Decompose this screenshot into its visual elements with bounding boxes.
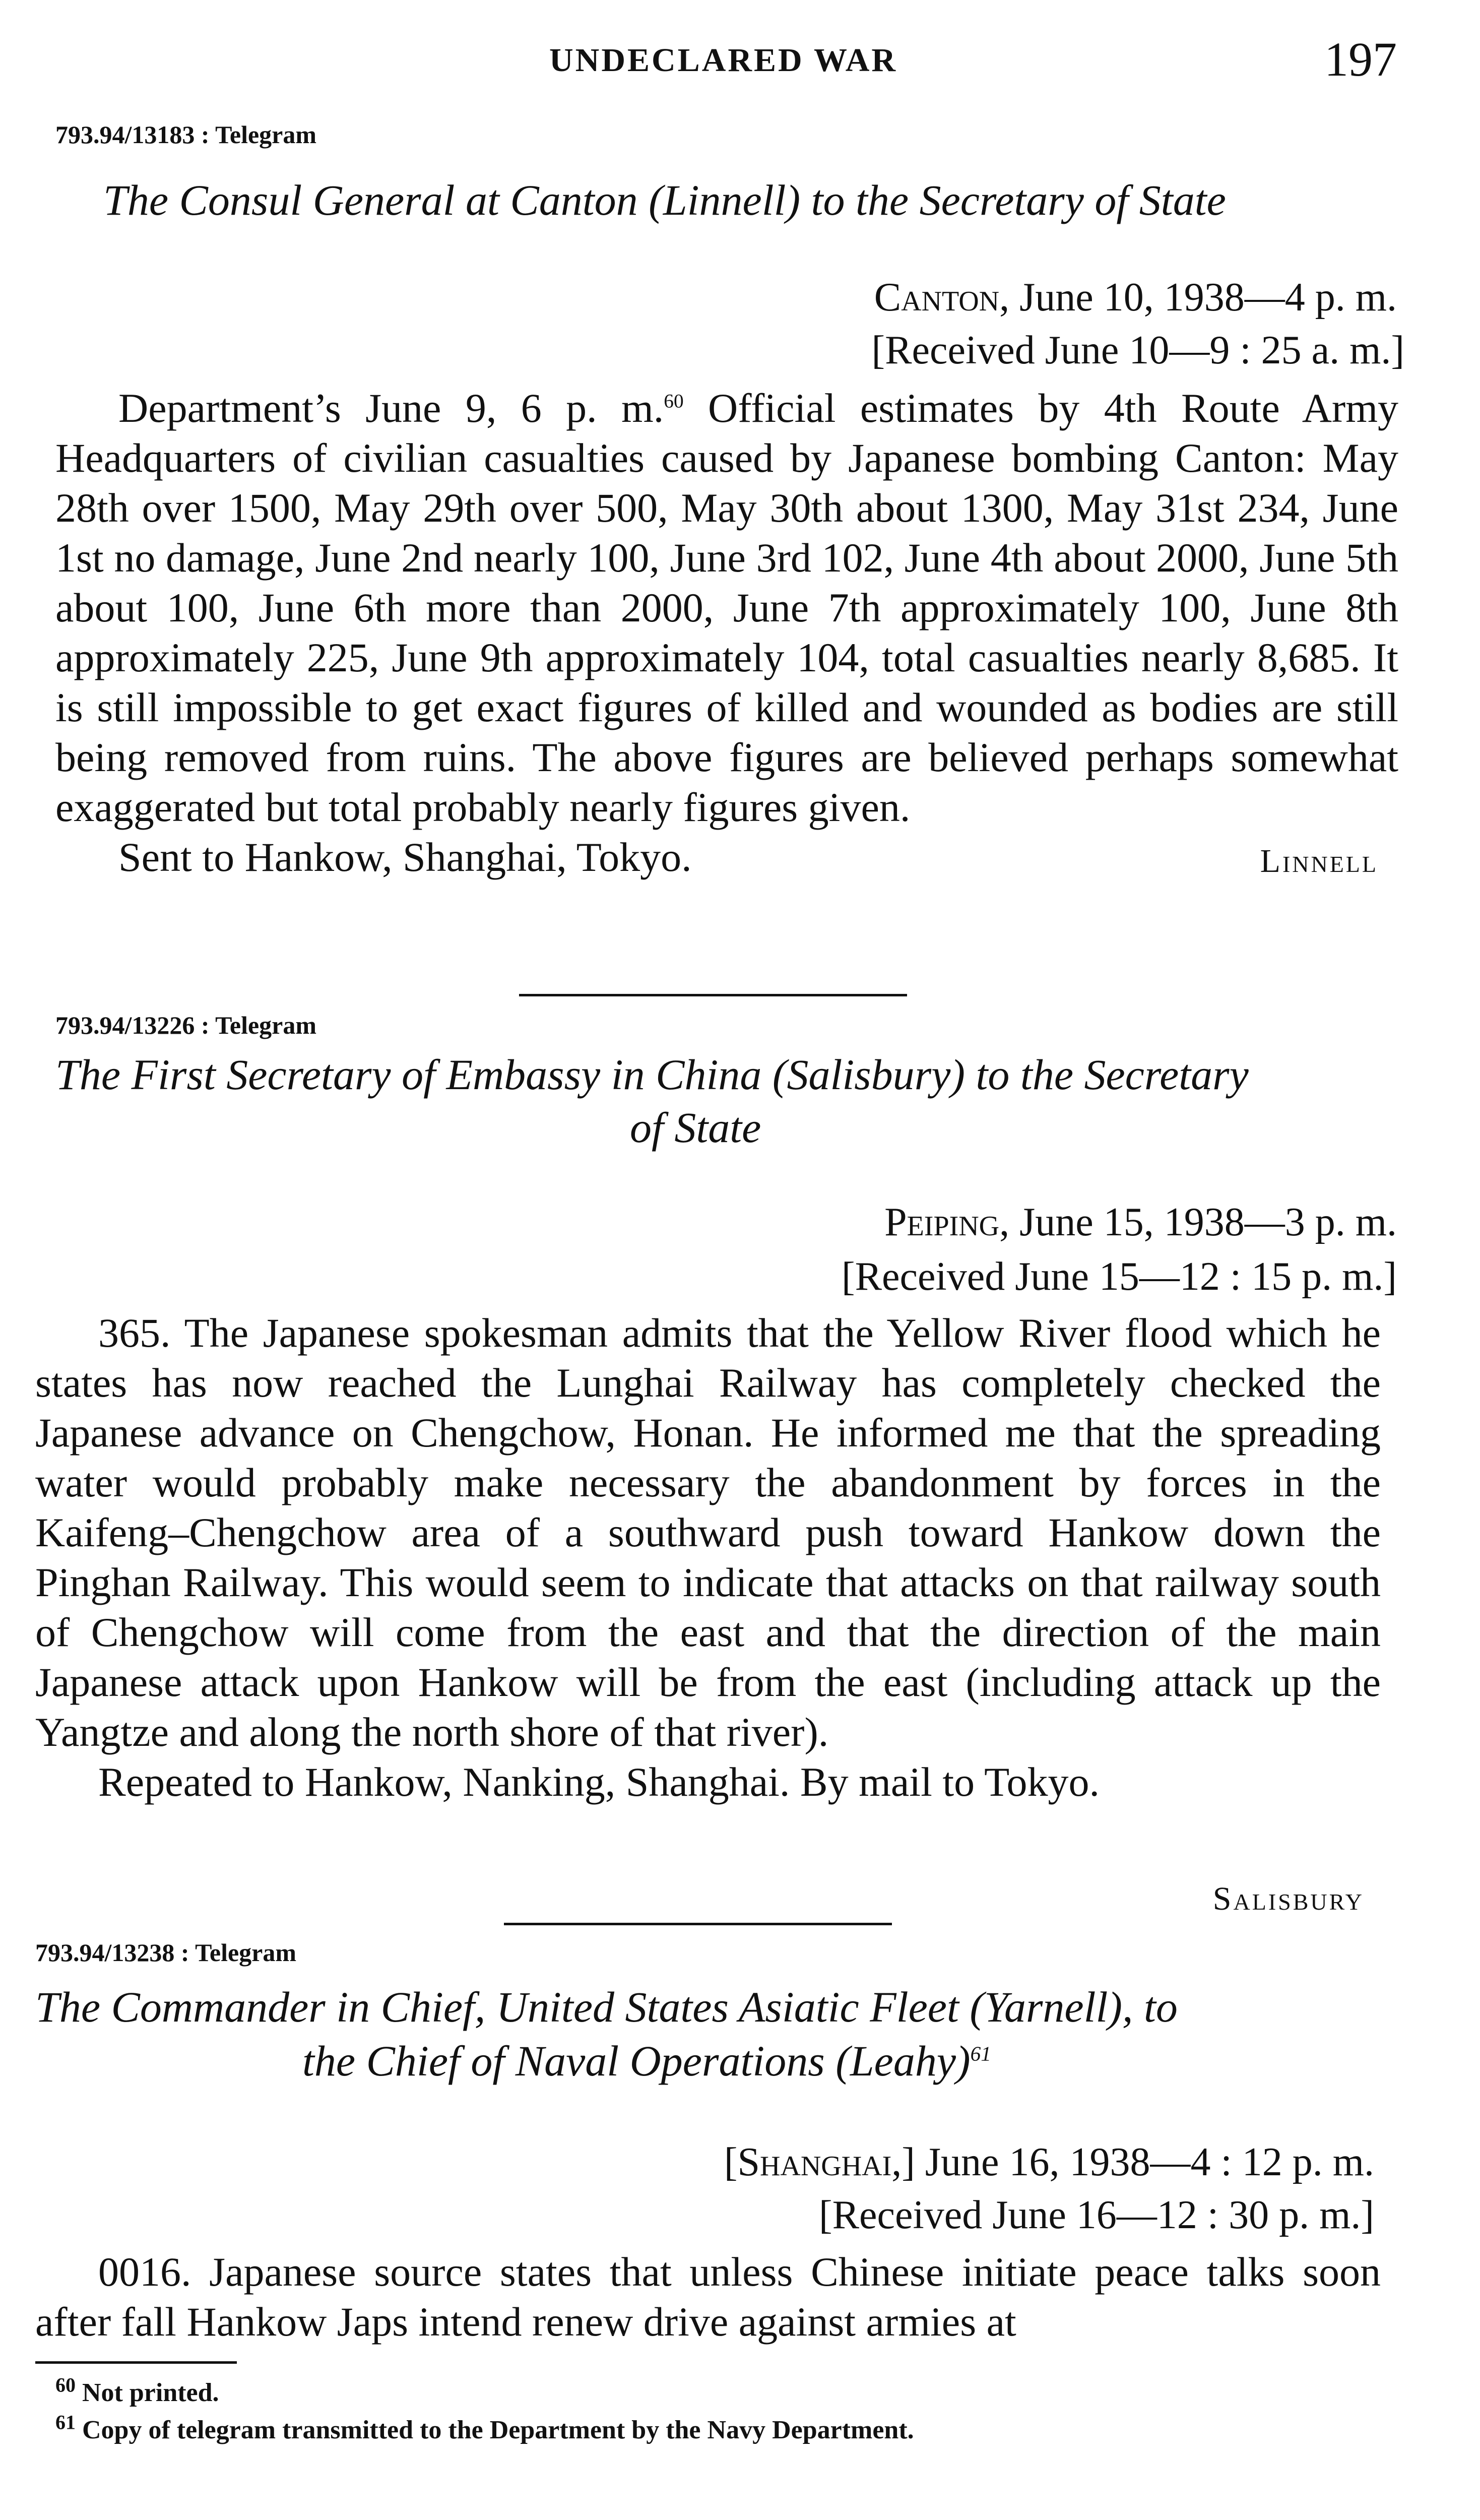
section-divider bbox=[519, 994, 907, 996]
document-title-2: The First Secretary of Embassy in China (Salisbury) to the Secretary bbox=[55, 1050, 1249, 1099]
dateline-date: , June 15, 1938—3 p. m. bbox=[999, 1200, 1397, 1244]
body-paragraph bbox=[55, 383, 1398, 832]
footnote-reference: 60 bbox=[664, 390, 684, 412]
footnote-rule bbox=[35, 2361, 237, 2364]
document-title-1: The Consul General at Canton (Linnell) to the Secretary of State bbox=[103, 176, 1226, 224]
received-line-2: [Received June 15—12 : 15 p. m.] bbox=[842, 1254, 1397, 1299]
footnote-mark: 61 bbox=[55, 2411, 76, 2434]
footnote-text: Copy of telegram transmitted to the Department by the Navy Department. bbox=[82, 2416, 914, 2444]
dateline-3 bbox=[467, 2134, 1374, 2190]
document-body-3 bbox=[35, 2247, 1381, 2347]
page-number: 197 bbox=[1324, 32, 1397, 86]
body-text-start: Department’s June 9, 6 p. m. bbox=[118, 385, 664, 431]
sent-to-line bbox=[55, 832, 1398, 882]
footnote-mark: 60 bbox=[55, 2373, 76, 2397]
repeated-line: Repeated to Hankow, Nanking, Shanghai. By mail to Tokyo. bbox=[98, 1759, 1100, 1805]
dateline-place: Canton bbox=[874, 275, 1000, 320]
dateline-date: June 16, 1938—4 : 12 p. m. bbox=[915, 2140, 1374, 2184]
document-title-3-continued bbox=[302, 2035, 991, 2087]
dateline-place: Peiping bbox=[884, 1200, 1000, 1244]
footnote-61 bbox=[55, 2412, 1391, 2448]
footnote-60 bbox=[55, 2375, 1391, 2411]
signature-1: Linnell bbox=[1260, 843, 1378, 879]
dateline-2 bbox=[591, 1194, 1397, 1250]
dateline-place: Shanghai bbox=[737, 2140, 892, 2184]
body-paragraph: 365. The Japanese spokesman admits that the Yellow River flood which he states has now reached the Lunghai Railway has completely checked the Japanese advance on Chengchow, Honan. He informed me that the spreading water would probably make necessary the abandonment by forces in the Kaifeng–Chengchow area of a southward push toward Hankow down the Pinghan Railway. This would seem to indicate that attacks on that railway south of Chengchow will come from the east and that the direction of the main Japanese attack upon Hankow will be from the east (including attack up the Yangtze and along the north shore of that river). bbox=[35, 1310, 1381, 1755]
document-title-3: The Commander in Chief, United States Asiatic Fleet (Yarnell), to bbox=[35, 1983, 1178, 2031]
file-reference-1: 793.94/13183 : Telegram bbox=[55, 120, 317, 149]
file-reference-3: 793.94/13238 : Telegram bbox=[35, 1938, 297, 1967]
footnote-reference: 61 bbox=[970, 2042, 991, 2065]
document-title-2-continued: of State bbox=[630, 1103, 761, 1152]
running-title: UNDECLARED WAR bbox=[549, 42, 898, 79]
footnote-text: Not printed. bbox=[82, 2378, 219, 2407]
received-line-3: [Received June 16—12 : 30 p. m.] bbox=[819, 2193, 1374, 2237]
bracket-close: ,] bbox=[891, 2140, 915, 2184]
body-text-rest: Official estimates by 4th Route Army Headquarters of civilian casualties caused by Japanese bombing Canton: May 28th over 1500, May 29th over 500, May 30th about 1300, May 31st 234, June 1st no damage, June 2nd nearly 100, June 3rd 102, June 4th about 2000, June 5th about 100, June 6th more than 2000, June 7th approximately 100, June 8th approximately 225, June 9th approximately 104, total casualties nearly 8,685. It is still impossible to get exact figures of killed and wounded as bodies are still being removed from ruins. The above figures are believed perhaps somewhat exaggerated but total probably nearly figures given. bbox=[55, 385, 1398, 830]
sent-to-text: Sent to Hankow, Shanghai, Tokyo. bbox=[118, 834, 692, 880]
signature-2: Salisbury bbox=[1212, 1880, 1364, 1917]
document-body-1 bbox=[55, 383, 1398, 882]
body-paragraph: 0016. Japanese source states that unless Chinese initiate peace talks soon after fall Hankow Japs intend renew drive against armies at bbox=[35, 2249, 1381, 2345]
document-body-2 bbox=[35, 1308, 1381, 1807]
file-reference-2: 793.94/13226 : Telegram bbox=[55, 1011, 317, 1039]
dateline-1 bbox=[591, 270, 1397, 325]
section-divider bbox=[504, 1923, 892, 1925]
title-text: the Chief of Naval Operations (Leahy) bbox=[302, 2037, 971, 2085]
received-line-1: [Received June 10—9 : 25 a. m.] bbox=[871, 328, 1404, 372]
bracket-open: [ bbox=[724, 2140, 738, 2184]
dateline-date: , June 10, 1938—4 p. m. bbox=[999, 275, 1397, 320]
